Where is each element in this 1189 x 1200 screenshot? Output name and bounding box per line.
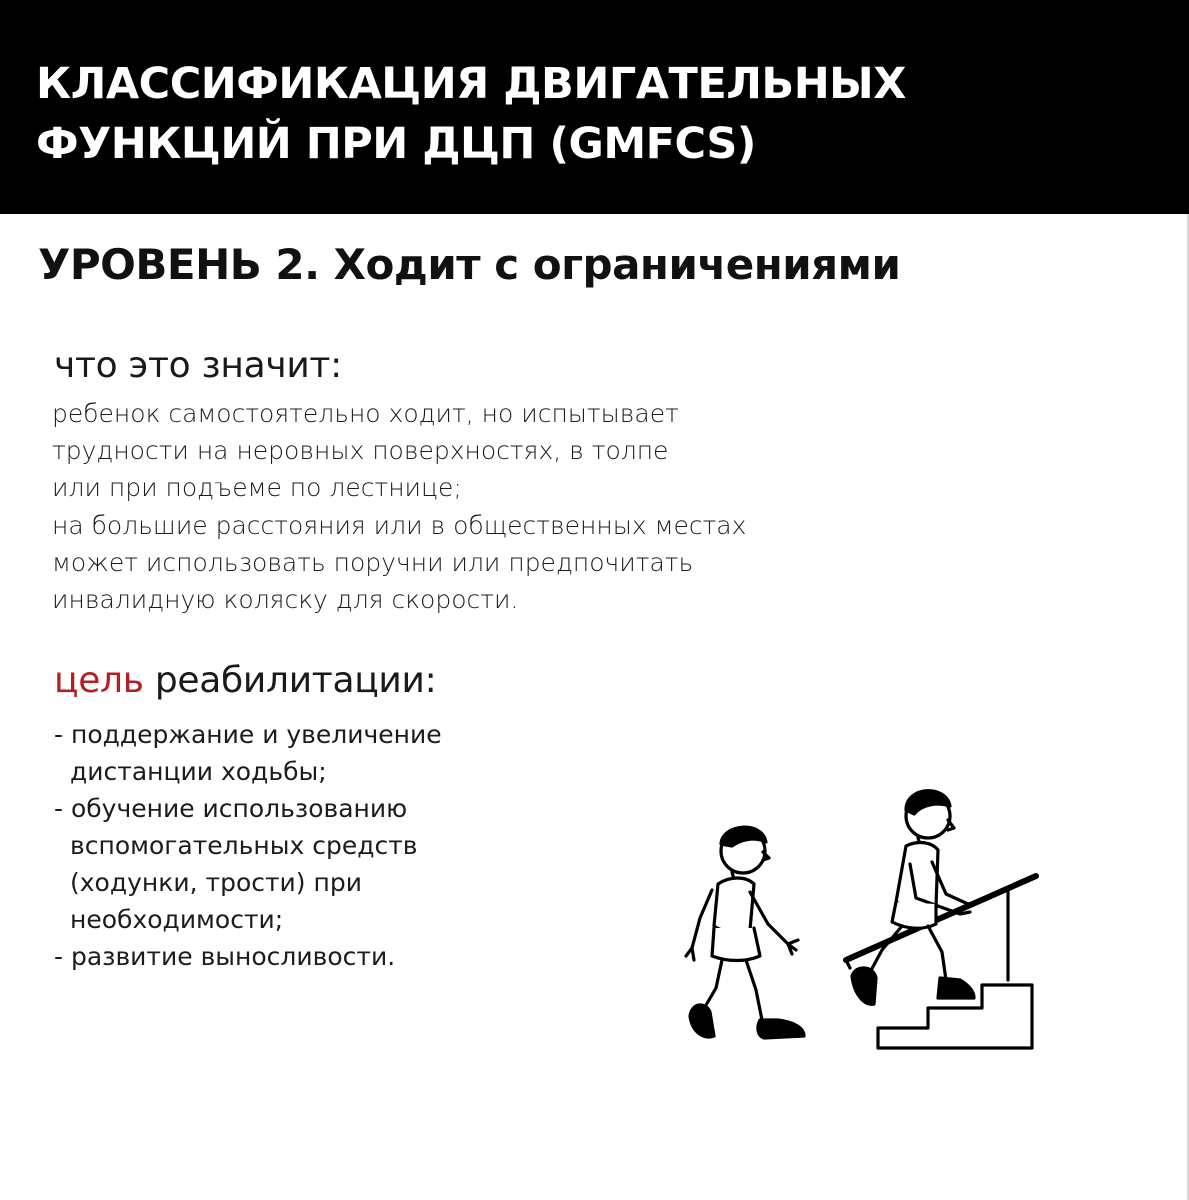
meaning-line: или при подъеме по лестнице; xyxy=(52,473,462,503)
goal-item-line: необходимости; xyxy=(70,905,284,934)
meaning-text xyxy=(52,395,746,618)
goal-item-line: дистанции ходьбы; xyxy=(70,757,327,786)
page-title xyxy=(36,54,1156,174)
goal-item xyxy=(54,790,442,938)
goal-heading xyxy=(54,660,436,701)
illustration xyxy=(670,780,1050,1070)
meaning-line: может использовать поручни или предпочитать xyxy=(52,547,694,577)
header-bar xyxy=(0,0,1189,214)
goal-heading-rest: реабилитации: xyxy=(143,660,437,701)
goal-item xyxy=(54,716,442,790)
child-climbing-stairs-icon xyxy=(846,791,1036,1048)
goal-item-line: (ходунки, трости) при xyxy=(70,868,362,897)
goal-item-line: вспомогательных средств xyxy=(70,831,418,860)
level-heading: УРОВЕНЬ 2. Ходит с ограничениями xyxy=(38,240,901,289)
meaning-line: на большие расстояния или в общественных местах xyxy=(52,510,747,540)
meaning-line: ребенок самостоятельно ходит, но испытывает xyxy=(52,399,679,428)
goal-list xyxy=(54,716,442,975)
meaning-heading: что это значит: xyxy=(54,345,342,386)
goal-heading-accent: цель xyxy=(54,660,144,701)
goal-item-line: - обучение использованию xyxy=(54,790,442,827)
meaning-line: инвалидную коляску для скорости. xyxy=(52,585,519,615)
page-title-line: ФУНКЦИЙ ПРИ ДЦП (GMFCS) xyxy=(36,119,756,169)
walking-child-icon xyxy=(686,827,804,1038)
page-title-line: КЛАССИФИКАЦИЯ ДВИГАТЕЛЬНЫХ xyxy=(36,59,906,109)
goal-item xyxy=(54,938,442,975)
goal-item-line: - развитие выносливости. xyxy=(54,938,442,975)
goal-item-line: - поддержание и увеличение xyxy=(54,716,442,753)
meaning-line: трудности на неровных поверхностях, в толпе xyxy=(52,436,669,466)
